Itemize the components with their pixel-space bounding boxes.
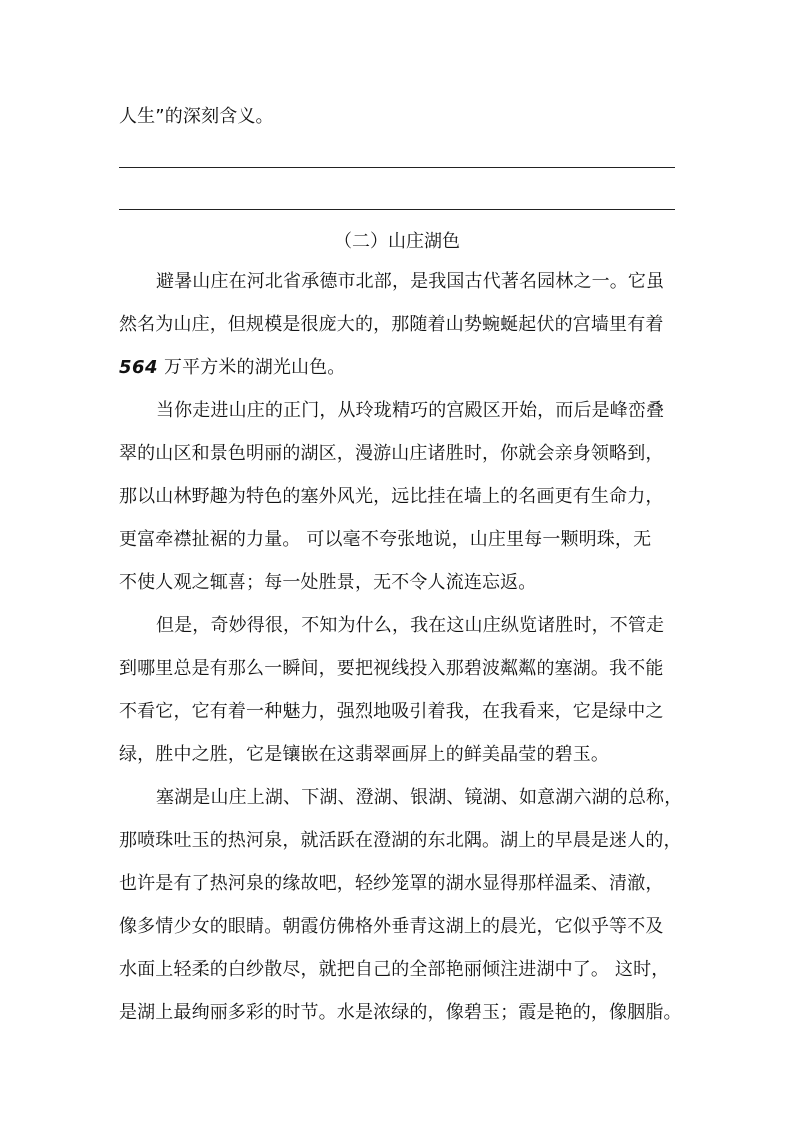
paragraph-1-line-3 — [119, 359, 345, 377]
paragraph-3-line-1: 但是，奇妙得很，不知为什么，我在这山庄纵览诸胜时，不管走 — [156, 615, 665, 636]
paragraph-4-line-4: 像多情少女的眼睛。朝霞仿佛格外垂青这湖上的晨光，它似乎等不及 — [119, 916, 664, 937]
paragraph-2-line-3: 那以山林野趣为特色的塞外风光，远比挂在墙上的名画更有生命力， — [119, 486, 664, 507]
previous-answer-tail: 人生”的深刻含义。 — [119, 106, 274, 127]
paragraph-1-line-2: 然名为山庄，但规模是很庞大的，那随着山势蜿蜒起伏的宫墙里有着 — [119, 314, 664, 335]
paragraph-2-line-1: 当你走进山庄的正门，从玲珑精巧的宫殿区开始，而后是峰峦叠 — [156, 400, 665, 421]
paragraph-1-line-3-text: 万平方米的湖光山色。 — [158, 357, 346, 378]
paragraph-1-line-1: 避暑山庄在河北省承德市北部，是我国古代著名园林之一。它虽 — [156, 271, 665, 292]
paragraph-4-line-1: 塞湖是山庄上湖、下湖、澄湖、银湖、镜湖、如意湖六湖的总称， — [156, 787, 683, 808]
paragraph-4-line-2: 那喷珠吐玉的热河泉，就活跃在澄湖的东北隅。湖上的早晨是迷人的， — [119, 830, 682, 851]
paragraph-4-line-5: 水面上轻柔的白纱散尽，就把自己的全部艳丽倾注进湖中了。 这时， — [119, 959, 670, 980]
paragraph-3-line-3: 不看它，它有着一种魅力，强烈地吸引着我，在我看来，它是绿中之 — [119, 701, 664, 722]
answer-line-1 — [119, 167, 675, 168]
paragraph-3-line-4: 绿，胜中之胜，它是镶嵌在这翡翠画屏上的鲜美晶莹的碧玉。 — [119, 744, 610, 765]
paragraph-4-line-3: 也许是有了热河泉的缘故吧，轻纱笼罩的湖水显得那样温柔、清澈， — [119, 873, 664, 894]
area-number: 564 — [119, 357, 159, 378]
paragraph-2-line-4: 更富牵襟扯裾的力量。 可以毫不夸张地说，山庄里每一颗明珠，无 — [119, 529, 652, 550]
paragraph-2-line-5: 不使人观之辄喜；每一处胜景，无不令人流连忘返。 — [119, 572, 537, 593]
paragraph-4-line-6: 是湖上最绚丽多彩的时节。水是浓绿的，像碧玉；霞是艳的，像胭脂。 — [119, 1002, 682, 1023]
answer-line-2 — [119, 209, 675, 210]
paragraph-2-line-2: 翠的山区和景色明丽的湖区，漫游山庄诸胜时，你就会亲身领略到， — [119, 443, 664, 464]
section-title: （二）山庄湖色 — [334, 231, 460, 252]
paragraph-3-line-2: 到哪里总是有那么一瞬间，要把视线投入那碧波粼粼的塞湖。我不能 — [119, 658, 664, 679]
